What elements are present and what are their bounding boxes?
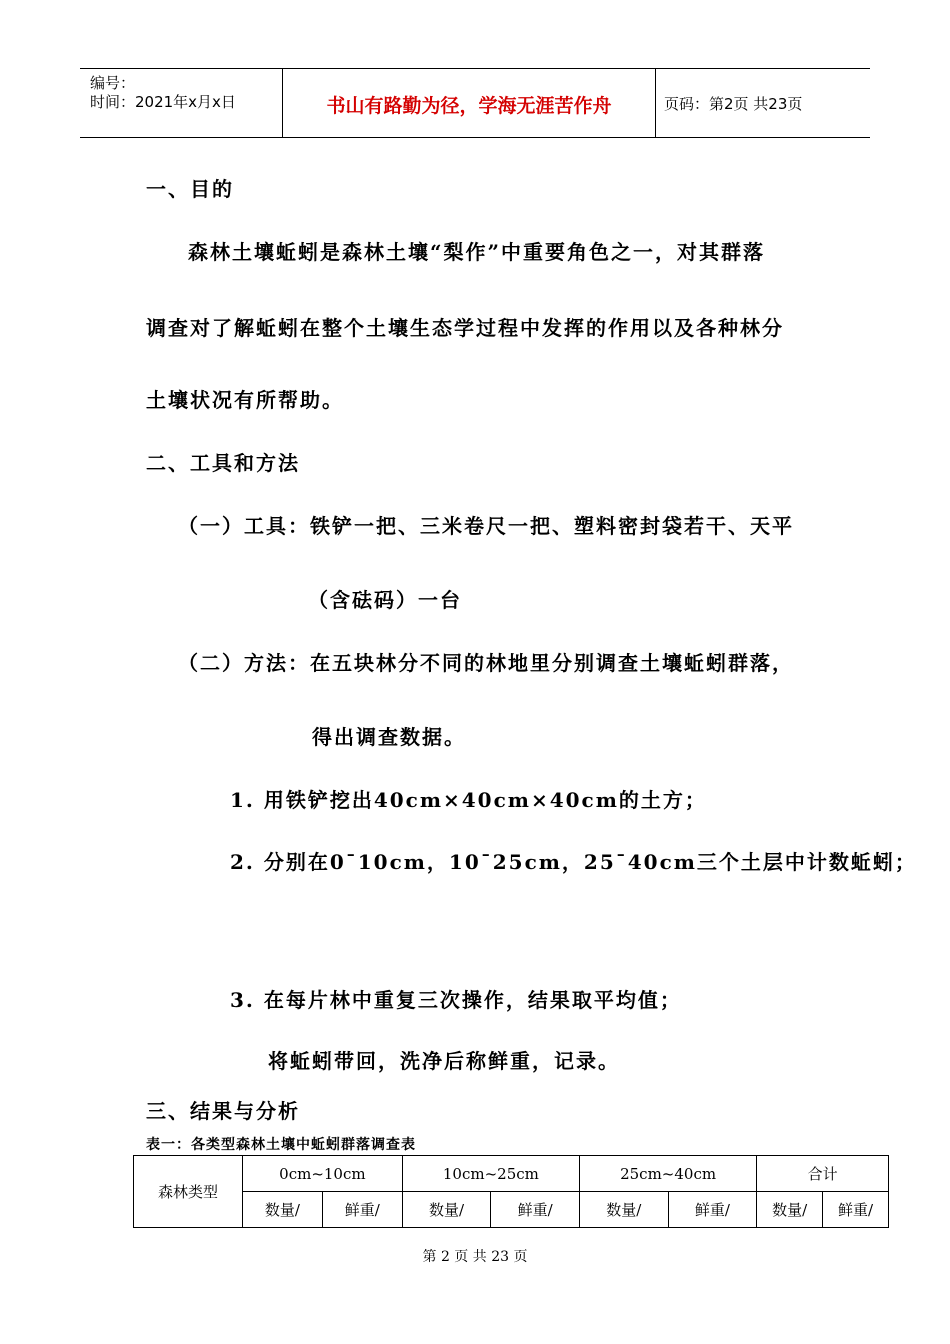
section-1-paragraph-line-1: 森林土壤蚯蚓是森林土壤“梨作”中重要角色之一，对其群落 bbox=[188, 240, 766, 264]
section-1-paragraph-line-3: 土壤状况有所帮助。 bbox=[146, 388, 344, 412]
tools-line-2: （含砝码）一台 bbox=[308, 588, 462, 612]
sub-count: 数量/ bbox=[243, 1192, 323, 1228]
col-group-0-10: 0cm~10cm bbox=[243, 1156, 403, 1192]
header-page-info: 页码：第2页 共23页 bbox=[664, 95, 803, 113]
col-forest-type: 森林类型 bbox=[134, 1156, 243, 1228]
method-line-2: 得出调查数据。 bbox=[312, 725, 466, 749]
step-3: 3. 在每片林中重复三次操作，结果取平均值； bbox=[230, 988, 682, 1012]
table-header-row bbox=[134, 1156, 889, 1192]
section-3-title: 三、结果与分析 bbox=[146, 1099, 300, 1123]
method-line-1: （二）方法：在五块林分不同的林地里分别调查土壤蚯蚓群落， bbox=[178, 651, 794, 675]
step-4: 将蚯蚓带回，洗净后称鲜重，记录。 bbox=[268, 1049, 620, 1073]
col-group-10-25: 10cm~25cm bbox=[402, 1156, 579, 1192]
table-caption: 表一：各类型森林土壤中蚯蚓群落调查表 bbox=[146, 1137, 416, 1153]
section-1-title: 一、目的 bbox=[146, 177, 234, 201]
tools-line-1: （一）工具：铁铲一把、三米卷尺一把、塑料密封袋若干、天平 bbox=[178, 514, 794, 538]
sub-count: 数量/ bbox=[757, 1192, 823, 1228]
header-motto-cell bbox=[282, 69, 656, 137]
header-motto: 书山有路勤为径，学海无涯苦作舟 bbox=[326, 95, 612, 117]
step-2: 2. 分别在0¯10cm，10¯25cm，25¯40cm三个土层中计数蚯蚓； bbox=[230, 850, 917, 874]
sub-weight: 鲜重/ bbox=[491, 1192, 580, 1228]
sub-weight: 鲜重/ bbox=[823, 1192, 889, 1228]
sub-weight: 鲜重/ bbox=[322, 1192, 402, 1228]
col-group-25-40: 25cm~40cm bbox=[579, 1156, 756, 1192]
section-1-paragraph-line-2: 调查对了解蚯蚓在整个土壤生态学过程中发挥的作用以及各种林分 bbox=[146, 316, 784, 340]
sub-count: 数量/ bbox=[579, 1192, 668, 1228]
earthworm-survey-table bbox=[133, 1155, 889, 1228]
page-footer: 第 2 页 共 23 页 bbox=[422, 1249, 528, 1265]
table-subheader-row bbox=[134, 1192, 889, 1228]
page-header bbox=[80, 68, 870, 138]
col-group-total: 合计 bbox=[757, 1156, 889, 1192]
sub-count: 数量/ bbox=[402, 1192, 491, 1228]
section-2-title: 二、工具和方法 bbox=[146, 451, 300, 475]
date-label: 时间：2021年x月x日 bbox=[90, 93, 236, 111]
code-label: 编号： bbox=[90, 74, 136, 92]
sub-weight: 鲜重/ bbox=[668, 1192, 757, 1228]
header-meta bbox=[80, 69, 282, 137]
step-1: 1. 用铁铲挖出40cm×40cm×40cm的土方； bbox=[230, 788, 707, 812]
